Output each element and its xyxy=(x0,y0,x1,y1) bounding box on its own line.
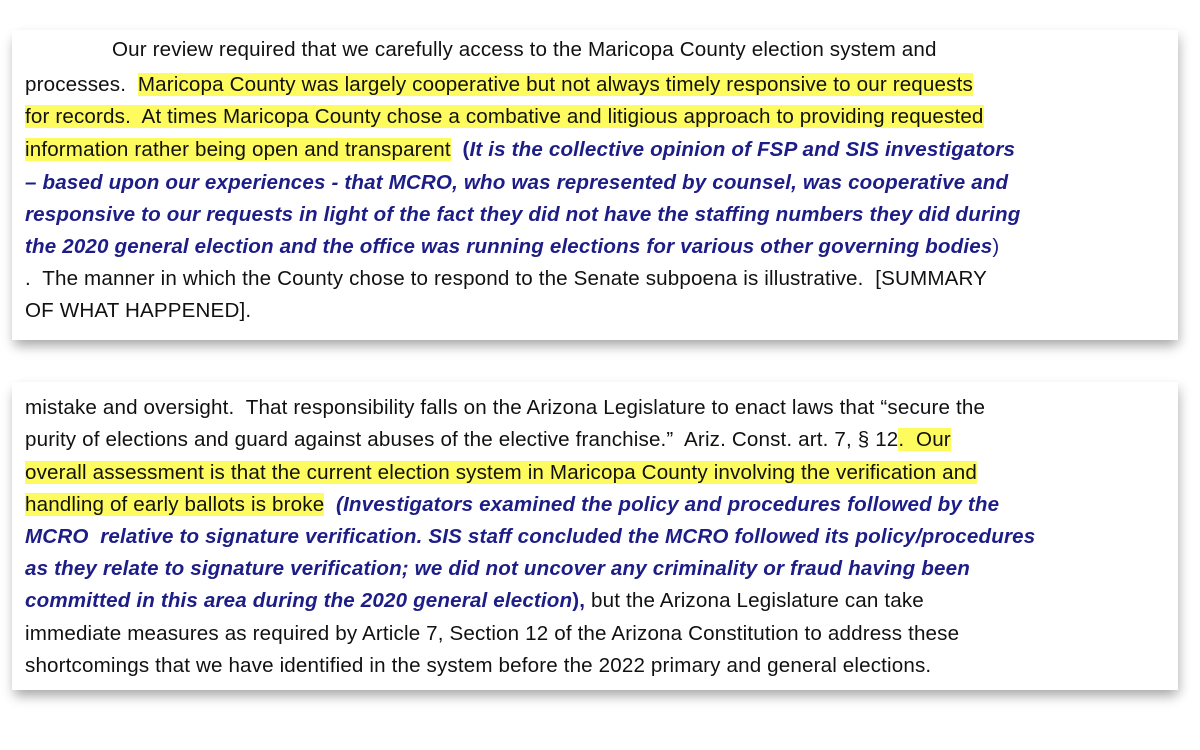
body-text: but the Arizona Legislature can take xyxy=(585,589,924,612)
text-line xyxy=(25,553,970,585)
excerpt-bottom-panel xyxy=(12,382,1178,690)
text-line xyxy=(25,69,973,101)
investigator-annotation: MCRO relative to signature verification. SIS staff concluded the MCRO followed its policy/procedures xyxy=(25,525,1036,548)
highlighted-text: Maricopa County was largely cooperative but not always timely responsive to our requests xyxy=(137,73,973,96)
highlighted-text: handling of early ballots is broke xyxy=(25,493,325,516)
text-line xyxy=(25,392,985,424)
text-line xyxy=(25,167,1008,199)
text-line xyxy=(25,650,931,682)
investigator-annotation: committed in this area during the 2020 general election xyxy=(25,589,573,612)
highlighted-text: overall assessment is that the current election system in Maricopa County involving the verification and xyxy=(25,461,977,484)
annotation-paren: ), xyxy=(572,589,586,612)
investigator-annotation: the 2020 general election and the office was running elections for various other governing bodies xyxy=(25,235,993,258)
body-text: processes. xyxy=(25,73,138,96)
text-line xyxy=(112,34,937,66)
text-line xyxy=(25,231,999,263)
body-text: OF WHAT HAPPENED]. xyxy=(25,299,252,322)
annotation-paren: ( xyxy=(450,138,470,161)
body-text: mistake and oversight. That responsibility falls on the Arizona Legislature to enact laws that “secure the xyxy=(25,396,986,419)
investigator-annotation: as they relate to signature verification; we did not uncover any criminality or fraud having been xyxy=(25,557,970,580)
text-line xyxy=(25,295,251,327)
investigator-annotation: – based upon our experiences - that MCRO, who was represented by counsel, was cooperative and xyxy=(25,171,1009,194)
text-line xyxy=(25,134,1015,166)
investigator-annotation: (Investigators examined the policy and procedures followed by the xyxy=(324,493,1000,516)
text-line xyxy=(25,585,924,617)
text-line xyxy=(25,618,959,650)
highlighted-text: information rather being open and transparent xyxy=(25,138,451,161)
text-line xyxy=(25,521,1035,553)
text-line xyxy=(25,424,951,456)
text-line xyxy=(25,457,977,489)
text-line xyxy=(25,263,987,295)
body-text: purity of elections and guard against abuses of the elective franchise.” Ariz. Const. art. 7, § 12 xyxy=(25,428,899,451)
text-line xyxy=(25,101,984,133)
annotation-paren: ) xyxy=(992,235,1000,258)
body-text: Our review required that we carefully access to the Maricopa County election system and xyxy=(112,38,937,61)
text-line xyxy=(25,199,1021,231)
text-line xyxy=(25,489,999,521)
body-text: . The manner in which the County chose to respond to the Senate subpoena is illustrative. [SUMMARY xyxy=(25,267,988,290)
investigator-annotation: responsive to our requests in light of the fact they did not have the staffing numbers they did during xyxy=(25,203,1021,226)
body-text: immediate measures as required by Article 7, Section 12 of the Arizona Constitution to address these xyxy=(25,622,960,645)
investigator-annotation: It is the collective opinion of FSP and SIS investigators xyxy=(469,138,1016,161)
highlighted-text: for records. At times Maricopa County chose a combative and litigious approach to providing requested xyxy=(25,105,984,128)
body-text: shortcomings that we have identified in the system before the 2022 primary and general elections. xyxy=(25,654,932,677)
highlighted-text: . Our xyxy=(898,428,951,451)
excerpt-top-panel xyxy=(12,30,1178,340)
